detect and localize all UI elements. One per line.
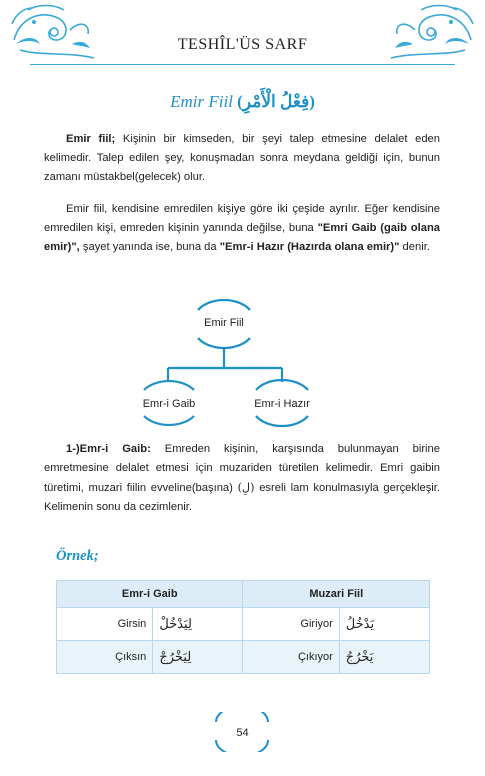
example-table [56, 580, 430, 674]
cell-gaib-arabic: لِيَدْخُلْ [153, 608, 243, 641]
term-emir-fiil: Emir fiil; [66, 133, 116, 145]
cell-gaib-turkish: Girsin [57, 608, 153, 641]
term-emri-hazir: "Emr-i Hazır (Hazırda olana emir)" [219, 241, 400, 253]
root-arc-top [198, 300, 250, 310]
left-arc-top [144, 381, 194, 390]
diagram-left-label: Emr-i Gaib [142, 398, 196, 410]
paragraph-text: denir. [399, 241, 430, 253]
table-header-row [57, 581, 430, 608]
running-header-title: TESHÎL'ÜS SARF [177, 36, 308, 53]
section-title-latin: Emir Fiil [170, 92, 233, 111]
diagram-root-label: Emir Fiil [204, 317, 244, 329]
classification-diagram [0, 290, 485, 430]
paragraph-text: Kişinin bir kimseden, bir şeyi talep etmesine delalet eden kelimedir. Talep edilen şey, konuşmadan sonra meydana geldiği için, bunun zamanı müstakbel(gelecek) olur. [44, 133, 440, 183]
right-arc-bottom [256, 416, 308, 426]
table-row [57, 641, 430, 674]
column-header-muzari-fiil: Muzari Fiil [243, 581, 430, 608]
section-title-arabic: (فِعْلُ الْأَمْرِ) [237, 92, 315, 111]
page-number: 54 [236, 727, 249, 739]
cell-gaib-turkish: Çıksın [57, 641, 153, 674]
column-header-emri-gaib: Emr-i Gaib [57, 581, 243, 608]
paragraph-text: esreli lam konulmasıyla gerçekleşir. Kelimenin sonu da cezimlenir. [44, 482, 440, 513]
paragraph-definition [44, 130, 440, 187]
paragraph-text: Emreden kişinin, karşısında bulunmayan birine emretmesine delalet etmesi için muzariden türetilen kelimedir. Emri gaibin türetimi, muzari fiilin evveline(başına) [44, 443, 440, 494]
cell-muzari-arabic: يَخْرُجُ [339, 641, 429, 674]
example-title: Örnek; [56, 548, 99, 564]
cell-gaib-arabic: لِيَخْرُجْ [153, 641, 243, 674]
table-row [57, 608, 430, 641]
page-header [0, 0, 485, 76]
paragraph-types [44, 200, 440, 257]
paragraph-text: şayet yanında ise, buna da [79, 241, 220, 253]
root-arc-bottom [198, 338, 250, 348]
paragraph-emri-gaib [44, 440, 440, 517]
arabic-lam: (لِ) [237, 481, 255, 494]
cell-muzari-arabic: يَدْخُلُ [339, 608, 429, 641]
header-rule [30, 64, 455, 65]
cell-muzari-turkish: Çıkıyor [243, 641, 339, 674]
diagram-right-label: Emr-i Hazır [254, 398, 310, 410]
paragraph-text: Emir fiil, kendisine emredilen kişiye göre iki çeşide ayrılır. Eğer kendisine emredilen kişi, emreden kişinin yanında değilse, buna [44, 203, 440, 234]
term-emri-gaib: "Emri Gaib (gaib olana emir)", [44, 222, 440, 253]
cell-muzari-turkish: Giriyor [243, 608, 339, 641]
left-arc-bottom [144, 416, 194, 425]
section-title [0, 92, 485, 112]
term-emri-gaib-heading: 1-)Emr-i Gaib: [66, 443, 151, 455]
